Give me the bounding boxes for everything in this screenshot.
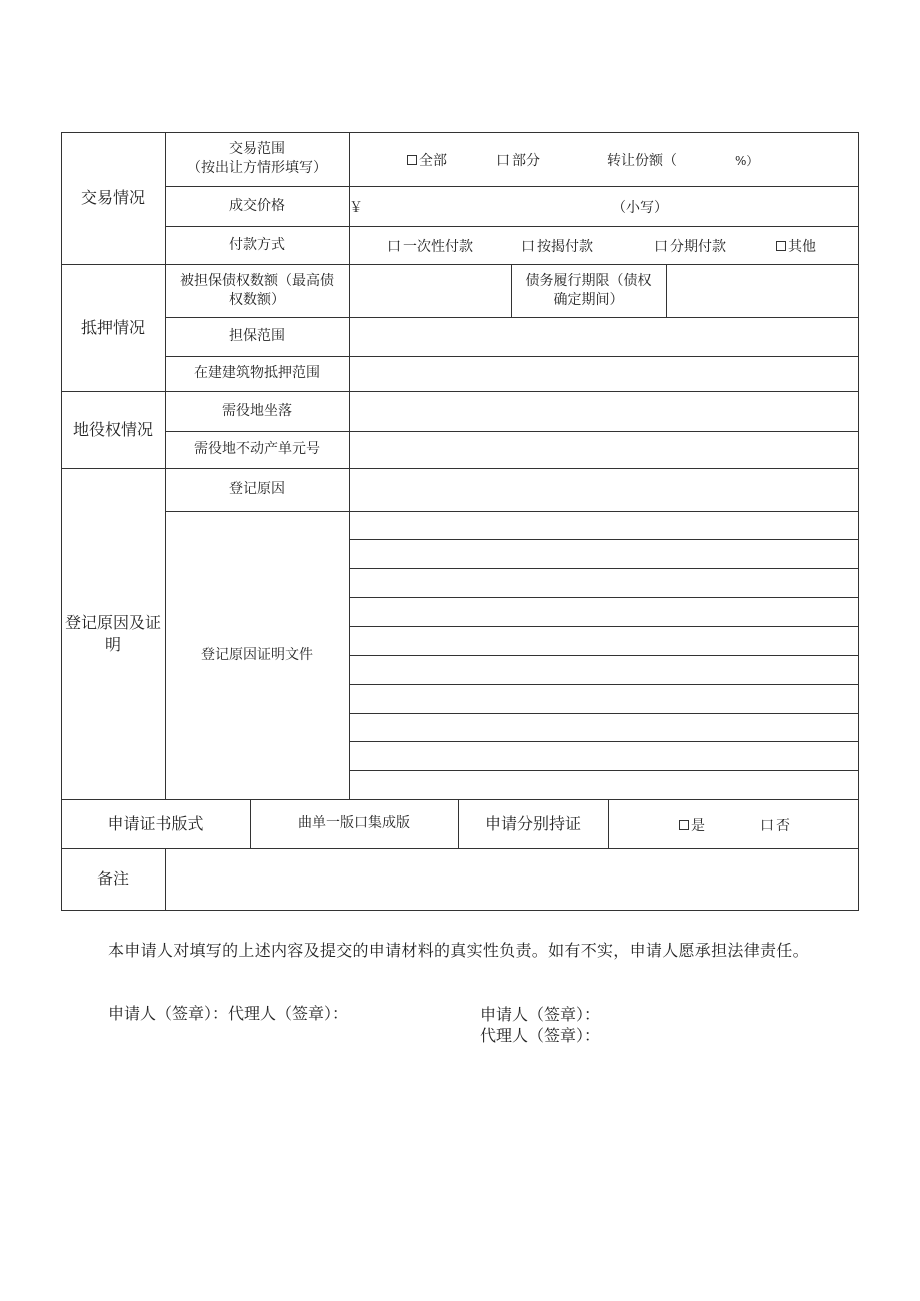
- easement-location-label: 需役地坐落: [222, 402, 292, 419]
- option-all-checkbox[interactable]: 全部: [407, 150, 447, 170]
- remarks-input[interactable]: [166, 849, 857, 909]
- declaration-text: 本申请人对填写的上述内容及提交的申请材料的真实性负责。如有不实，申请人愿承担法律责任。: [108, 941, 809, 960]
- price-note: （小写）: [612, 200, 668, 216]
- option-partial-checkbox[interactable]: 口 部分: [496, 153, 540, 169]
- registration-documents-list[interactable]: [350, 512, 857, 798]
- signature-applicant: 申请人（签章）：: [480, 1005, 601, 1024]
- price-currency: ￥: [349, 200, 363, 216]
- easement-unit-number-label: 需役地不动产单元号: [194, 441, 320, 458]
- price-label: 成交价格: [229, 197, 285, 214]
- pay-installment-checkbox[interactable]: 口 分期付款: [654, 239, 726, 255]
- guarantee-scope-input[interactable]: [350, 318, 857, 355]
- construction-scope-label: 在建建筑物抵押范围: [194, 365, 320, 382]
- share-percent-field[interactable]: 转让份额（ %）: [607, 153, 759, 169]
- transaction-range-label: 交易范围 （按出让方情形填写）: [187, 141, 327, 176]
- certificate-format-options[interactable]: 曲单一版口集成版: [298, 815, 410, 832]
- registration-reason-input[interactable]: [350, 469, 857, 510]
- separate-no-checkbox[interactable]: 口 否: [760, 818, 790, 834]
- easement-unit-number-input[interactable]: [350, 432, 857, 467]
- remarks-label: 备注: [96, 869, 129, 889]
- registration-section-label: 登记原因及证 明: [65, 612, 162, 654]
- registration-documents-label: 登记原因证明文件: [201, 646, 313, 663]
- easement-location-input[interactable]: [350, 392, 857, 430]
- certificate-format-label: 申请证书版式: [107, 813, 204, 833]
- debt-term-label: 债务履行期限（债权 确定期间）: [525, 272, 652, 308]
- secured-amount-input[interactable]: [350, 265, 510, 316]
- checkbox-icon: [679, 820, 689, 830]
- signature-agent: 代理人（签章）：: [480, 1026, 601, 1045]
- pay-mortgage-checkbox[interactable]: 口 按揭付款: [521, 239, 593, 255]
- signature-left: 申请人（签章）：代理人（签章）：: [108, 1004, 349, 1023]
- separate-yes-checkbox[interactable]: 是: [679, 815, 705, 835]
- pay-lump-checkbox[interactable]: 口 一次性付款: [387, 239, 473, 255]
- registration-reason-label: 登记原因: [229, 481, 285, 498]
- construction-scope-input[interactable]: [350, 357, 857, 390]
- guarantee-scope-label: 担保范围: [229, 328, 285, 345]
- transaction-section-label: 交易情况: [80, 188, 145, 208]
- separate-certificate-label: 申请分别持证: [484, 813, 581, 833]
- checkbox-icon: [776, 241, 786, 251]
- checkbox-icon: [407, 155, 417, 165]
- payment-method-label: 付款方式: [229, 236, 285, 253]
- price-input[interactable]: [365, 187, 605, 225]
- secured-amount-label: 被担保债权数额（最高债 权数额）: [180, 272, 334, 308]
- pay-other-checkbox[interactable]: 其他: [776, 236, 816, 256]
- debt-term-input[interactable]: [667, 265, 857, 316]
- easement-section-label: 地役权情况: [72, 419, 153, 439]
- mortgage-section-label: 抵押情况: [80, 317, 145, 337]
